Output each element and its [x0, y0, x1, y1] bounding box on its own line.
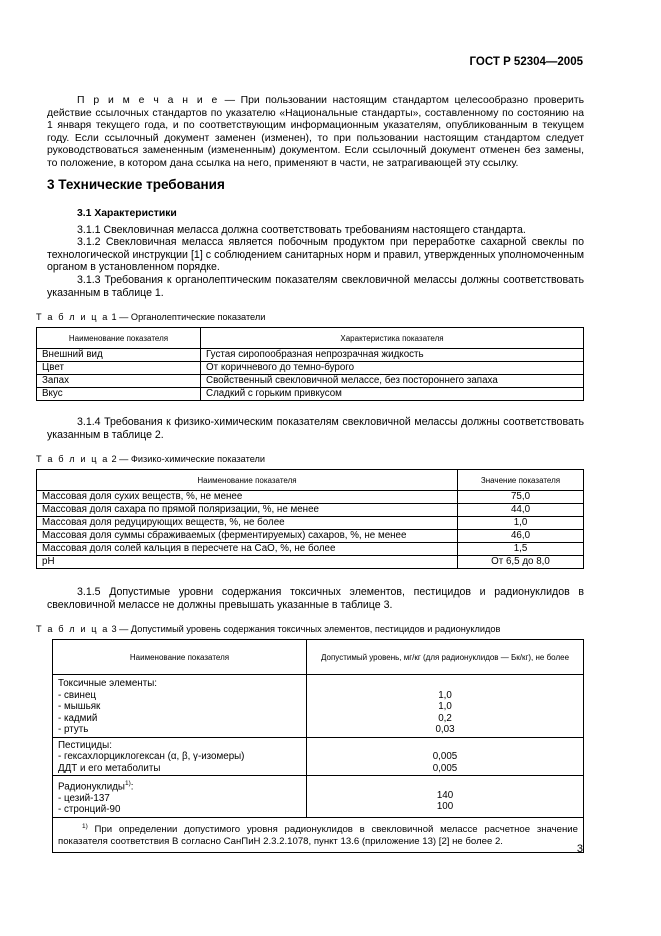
table-footnote-row [53, 817, 584, 852]
table-1-header-characteristic: Характеристика показателя [201, 328, 584, 349]
table-cell: Сладкий с горьким привкусом [201, 388, 584, 401]
item-value: 1,0 [438, 701, 452, 712]
table-cell: Вкус [37, 388, 201, 401]
paragraph-3-1-2: 3.1.2 Свекловичная меласса является побочным продуктом при переработке сахарной свеклы по технологической инструкции [1] с соблюдением санитарных норм и правил, утвержденных уполномоченным органом в установленном порядке. [47, 236, 584, 274]
table-cell: Внешний вид [37, 349, 201, 362]
table-cell: Массовая доля редуцирующих веществ, %, не более [37, 517, 458, 530]
table-cell [53, 675, 307, 738]
item-value: 100 [436, 801, 454, 812]
table-row [37, 556, 584, 569]
table-2-header-name: Наименование показателя [37, 470, 458, 491]
table-row [53, 675, 584, 738]
table-cell: Свойственный свекловичной мелассе, без постороннего запаха [201, 375, 584, 388]
table-row [37, 362, 584, 375]
table-cell: От коричневого до темно-бурого [201, 362, 584, 375]
table-row [37, 504, 584, 517]
page-number: 3 [576, 843, 583, 855]
paragraph-3-1-3: 3.1.3 Требования к органолептическим показателям свекловичной мелассы должны соответствовать указанным в таблице 1. [47, 274, 584, 299]
table-row [37, 543, 584, 556]
table-cell: pH [37, 556, 458, 569]
table-1-label: Т а б л и ц а [36, 312, 109, 322]
table-3-caption [36, 624, 500, 634]
note-paragraph [47, 95, 584, 171]
table-3-footnote [53, 817, 584, 852]
table-2 [36, 469, 584, 569]
table-cell: Густая сиропообразная непрозрачная жидкость [201, 349, 584, 362]
table-row [37, 349, 584, 362]
table-cell: 46,0 [458, 530, 584, 543]
table-2-title: 2 — Физико-химические показатели [108, 454, 265, 464]
group-title-radionuclides [58, 778, 301, 793]
table-cell: Массовая доля солей кальция в пересчете на СаО, %, не более [37, 543, 458, 556]
item-name: - стронций-90 [58, 804, 121, 816]
table-row [37, 530, 584, 543]
item-value: 0,005 [432, 762, 458, 774]
table-3-label: Т а б л и ц а [36, 624, 109, 634]
subsection-3-1-heading: 3.1 Характеристики [77, 208, 177, 219]
table-cell: Массовая доля сухих веществ, %, не менее [37, 491, 458, 504]
table-cell [53, 737, 307, 776]
table-row [53, 737, 584, 776]
table-cell [307, 776, 584, 818]
table-2-header-value: Значение показателя [458, 470, 584, 491]
group-title-tail: : [130, 781, 134, 793]
item-name: - мышьяк [58, 701, 101, 712]
section-3-heading: 3 Технические требования [47, 177, 225, 192]
note-text: — При пользовании настоящим стандартом целесообразно проверить действие ссылочных стандартов по указателю «Национальные стандарты», составленному по состоянию на 1 января текущего года, и по соответствующим информационным указателям, опубликованным в текущем году. Если ссылочный документ заменен (изменен), то при пользовании настоящим стандартом следует руководствоваться замененным (измененным) документом. Если ссылочный документ отменен без замены, то положение, в котором дана ссылка на него, применяют в части, не затрагивающей эту ссылку. [47, 95, 584, 169]
table-row [37, 491, 584, 504]
table-cell: 1,5 [458, 543, 584, 556]
table-cell: 75,0 [458, 491, 584, 504]
table-3-header-level: Допустимый уровень, мг/кг (для радионуклидов — Бк/кг), не более [307, 640, 584, 675]
item-name: ДДТ и его метаболиты [58, 762, 161, 774]
item-value: 0,03 [435, 724, 455, 735]
table-2-label: Т а б л и ц а [36, 454, 109, 464]
paragraph-3-1-4: 3.1.4 Требования к физико-химическим показателям свекловичной мелассы должны соответствовать указанным в таблице 2. [47, 416, 584, 441]
item-name: - ртуть [58, 724, 89, 735]
group-title-text: Радионуклиды [58, 781, 125, 793]
table-3-title: 3 — Допустимый уровень содержания токсичных элементов, пестицидов и радионуклидов [108, 624, 501, 634]
table-cell [307, 675, 584, 738]
document-code: ГОСТ Р 52304—2005 [469, 56, 583, 68]
paragraph-3-1-5: 3.1.5 Допустимые уровни содержания токсичных элементов, пестицидов и радионуклидов в свекловичной мелассе не должны превышать указанные в таблице 3. [47, 586, 584, 611]
group-title-toxic: Токсичные элементы: [58, 678, 157, 689]
table-cell [53, 776, 307, 818]
table-cell: Запах [37, 375, 201, 388]
item-name: - цезий-137 [58, 792, 110, 804]
table-2-caption [36, 454, 265, 464]
table-cell [307, 737, 584, 776]
footnote-mark: 1) [82, 822, 88, 830]
table-1-caption [36, 312, 265, 322]
table-cell: 44,0 [458, 504, 584, 517]
table-cell: Массовая доля суммы сбраживаемых (ферментируемых) сахаров, %, не менее [37, 530, 458, 543]
table-row [37, 517, 584, 530]
table-cell: От 6,5 до 8,0 [458, 556, 584, 569]
item-value: 1,0 [438, 689, 452, 701]
item-value: 0,2 [438, 712, 452, 724]
note-label: П р и м е ч а н и е [77, 95, 219, 106]
table-row [53, 776, 584, 818]
table-1-header-name: Наименование показателя [37, 328, 201, 349]
table-row [37, 388, 584, 401]
paragraph-3-1-1: 3.1.1 Свекловичная меласса должна соответствовать требованиям настоящего стандарта. [77, 224, 526, 236]
item-name: - гексахлорциклогексан (α, β, γ-изомеры) [58, 751, 245, 762]
item-name: - свинец [58, 689, 97, 701]
table-3 [52, 639, 584, 853]
item-value: 0,005 [432, 751, 458, 762]
footnote-ref: 1) [124, 780, 131, 787]
table-cell: Цвет [37, 362, 201, 375]
item-value: 140 [436, 789, 454, 801]
table-1 [36, 327, 584, 401]
table-cell: Массовая доля сахара по прямой поляризации, %, не менее [37, 504, 458, 517]
table-1-title: 1 — Органолептические показатели [108, 312, 266, 322]
table-cell: 1,0 [458, 517, 584, 530]
group-title-pesticides: Пестициды: [58, 739, 112, 751]
table-row [37, 375, 584, 388]
table-3-header-name: Наименование показателя [53, 640, 307, 675]
footnote-text: При определении допустимого уровня радионуклидов в свекловичной мелассе расчетное значение показателя соответствия В согласно СанПиН 2.3.2.1078, пункт 13.6 (приложение 13) [2] не более 2. [58, 823, 578, 847]
item-name: - кадмий [58, 712, 98, 724]
